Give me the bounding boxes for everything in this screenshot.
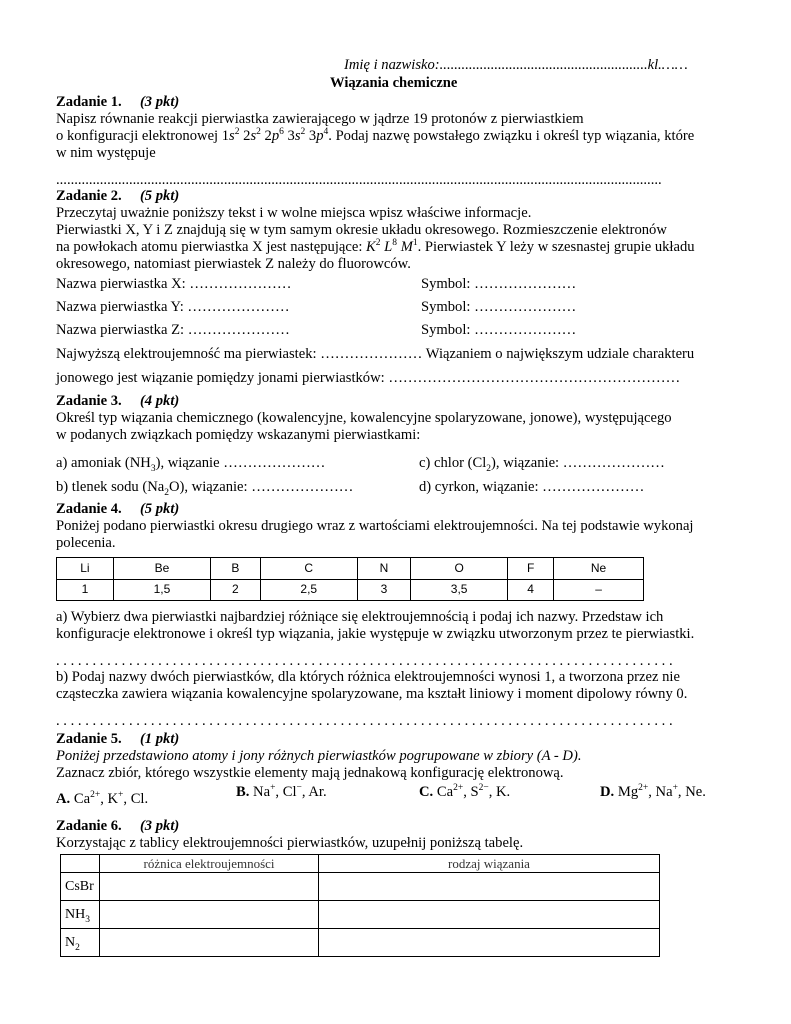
table-cell: 3,5	[411, 579, 508, 601]
table-row	[61, 929, 660, 957]
table-cell: Be	[113, 558, 210, 580]
task5-text-1: Poniżej przedstawiono atomy i jony różnych pierwiastków pogrupowane w zbiory (A - D).	[56, 748, 582, 764]
table-cell: 1,5	[113, 579, 210, 601]
task4-text-1: Poniżej podano pierwiastki okresu drugiego wraz z wartościami elektroujemności. Na tej podstawie wykonaj	[56, 518, 694, 534]
answer-cell[interactable]	[319, 873, 660, 901]
name-class-line: Imię i nazwisko:.........................................................kl.……	[344, 57, 688, 73]
electronegativity-table	[56, 557, 644, 601]
table-cell: –	[554, 579, 644, 601]
table-cell: Ne	[554, 558, 644, 580]
task2-text-5[interactable]: Najwyższą elektroujemność ma pierwiastek: ………………… Wiązaniem o największym udziale charakteru	[56, 346, 695, 362]
task2-name-x[interactable]: Nazwa pierwiastka X: …………………	[56, 276, 292, 292]
task6-label: Zadanie 6. (3 pkt)	[56, 818, 180, 834]
task6-text-1: Korzystając z tablicy elektroujemności pierwiastków, uzupełnij poniższą tabelę.	[56, 835, 524, 851]
table-cell: 2,5	[260, 579, 357, 601]
task4-points: (5 pkt)	[139, 501, 180, 517]
task4-b-text-1: b) Podaj nazwy dwóch pierwiastków, dla których różnica elektroujemności wynosi 1, a tworzona przez nie	[56, 669, 680, 685]
table-cell: 3	[357, 579, 410, 601]
task4-label: Zadanie 4. (5 pkt)	[56, 501, 180, 517]
task1-answer-line[interactable]: ......................................................................................................................................................................	[56, 172, 662, 188]
row-label-csbr: CsBr	[61, 873, 100, 901]
table-header-difference: różnica elektroujemności	[100, 855, 319, 873]
task6-points: (3 pkt)	[139, 818, 180, 834]
task2-points: (5 pkt)	[139, 188, 180, 204]
task1-text-3: w nim występuje	[56, 145, 156, 161]
answer-cell[interactable]	[319, 901, 660, 929]
task2-symbol-y[interactable]: Symbol: …………………	[421, 299, 577, 315]
answer-cell[interactable]	[100, 929, 319, 957]
task5-option-a[interactable]: A. $Ca^{2+}$, K+, Cl.	[56, 790, 149, 807]
task4-text-2: polecenia.	[56, 535, 116, 551]
table-row-values	[57, 579, 644, 601]
task5-label: Zadanie 5. (1 pkt)	[56, 731, 180, 747]
task5-option-c[interactable]: C. $Ca^{2+}$, $S^{2-}$, K.	[419, 783, 511, 800]
task1-label: Zadanie 1. (3 pkt)	[56, 94, 180, 110]
task2-text-4: okresowego, natomiast pierwiastek Z należy do fluorowców.	[56, 256, 411, 272]
task4-a-text-1: a) Wybierz dwa pierwiastki najbardziej różniące się elektroujemnością i podaj ich nazwy. Przedstaw ich	[56, 609, 664, 625]
answer-cell[interactable]	[100, 901, 319, 929]
task2-text-1: Przeczytaj uważnie poniższy tekst i w wolne miejsca wpisz właściwe informacje.	[56, 205, 532, 221]
task2-text-6[interactable]: jonowego jest wiązanie pomiędzy jonami pierwiastków: ……………………………………………………	[56, 370, 681, 386]
table-cell: F	[508, 558, 554, 580]
task3-item-b[interactable]: b) tlenek sodu $(Na_2O)$, wiązanie: …………………	[56, 479, 354, 498]
table-cell: C	[260, 558, 357, 580]
table-row-elements	[57, 558, 644, 580]
task5-points: (1 pkt)	[139, 731, 180, 747]
task5-text-2: Zaznacz zbiór, którego wszystkie elementy mają jednakową konfigurację elektronową.	[56, 765, 564, 781]
task2-text-3: na powłokach atomu pierwiastka X jest następujące: $K^2$ $L^8$ $M^1$. Pierwiastek Y leży w szesnastej grupie układu	[56, 238, 695, 255]
table-header-bond-type: rodzaj wiązania	[319, 855, 660, 873]
task2-label: Zadanie 2. (5 pkt)	[56, 188, 180, 204]
task1-text-2: o konfiguracji elektronowej $1s^2$ $2s^2$ $2p^6$ $3s^2$ $3p^4$. Podaj nazwę powstałego związku i określ typ wiązania, które	[56, 127, 695, 144]
table-cell: O	[411, 558, 508, 580]
answer-cell[interactable]	[100, 873, 319, 901]
task4-a-text-2: konfiguracje elektronowe i określ typ wiązania, jakie występuje w związku utworzonym przez te pierwiastki.	[56, 626, 695, 642]
task4-a-answer-line[interactable]: . . . . . . . . . . . . . . . . . . . . . . . . . . . . . . . . . . . . . . . . . . . . . . . . . . . . . . . . . . . . . . . . . . . . . . . . . . . . . . . . . . . . .	[56, 653, 673, 669]
task5-option-b[interactable]: B. Na+, Cl−, Ar.	[236, 783, 327, 800]
table-header-row	[61, 855, 660, 873]
task2-symbol-x[interactable]: Symbol: …………………	[421, 276, 577, 292]
task4-b-text-2: cząsteczka zawiera wiązania kowalencyjne spolaryzowane, ma kształt liniowy i moment dipolowy równy 0.	[56, 686, 688, 702]
task3-item-a[interactable]: a) amoniak $(NH_3)$, wiązanie …………………	[56, 455, 326, 474]
table-cell: B	[211, 558, 261, 580]
task3-text-2: w podanych związkach pomiędzy wskazanymi pierwiastkami:	[56, 427, 421, 443]
task3-item-d[interactable]: d) cyrkon, wiązanie: …………………	[419, 479, 645, 495]
table-cell: 4	[508, 579, 554, 601]
table-row	[61, 901, 660, 929]
task3-item-c[interactable]: c) chlor $(Cl_2)$, wiązanie: …………………	[419, 455, 665, 474]
task3-points: (4 pkt)	[139, 393, 180, 409]
task1-points: (3 pkt)	[139, 94, 180, 110]
task3-text-1: Określ typ wiązania chemicznego (kowalencyjne, kowalencyjne spolaryzowane, jonowe), występującego	[56, 410, 672, 426]
task2-name-z[interactable]: Nazwa pierwiastka Z: …………………	[56, 322, 290, 338]
task1-text-1: Napisz równanie reakcji pierwiastka zawierającego w jądrze 19 protonów z pierwiastkiem	[56, 111, 584, 127]
task5-option-d[interactable]: D. $Mg^{2+}$, Na+, Ne.	[600, 783, 706, 800]
task3-label: Zadanie 3. (4 pkt)	[56, 393, 180, 409]
task2-name-y[interactable]: Nazwa pierwiastka Y: …………………	[56, 299, 290, 315]
table-cell: N	[357, 558, 410, 580]
table-row	[61, 873, 660, 901]
table-header-empty	[61, 855, 100, 873]
worksheet-title: Wiązania chemiczne	[330, 75, 458, 91]
row-label-nh3: $NH_3$	[61, 901, 100, 929]
task2-text-2: Pierwiastki X, Y i Z znajdują się w tym samym okresie układu okresowego. Rozmieszczenie elektronów	[56, 222, 667, 238]
bond-type-table	[60, 854, 660, 957]
table-cell: 1	[57, 579, 114, 601]
task4-b-answer-line[interactable]: . . . . . . . . . . . . . . . . . . . . . . . . . . . . . . . . . . . . . . . . . . . . . . . . . . . . . . . . . . . . . . . . . . . . . . . . . . . . . . . . . . . . .	[56, 713, 673, 729]
row-label-n2: $N_2$	[61, 929, 100, 957]
answer-cell[interactable]	[319, 929, 660, 957]
task2-symbol-z[interactable]: Symbol: …………………	[421, 322, 577, 338]
table-cell: 2	[211, 579, 261, 601]
table-cell: Li	[57, 558, 114, 580]
